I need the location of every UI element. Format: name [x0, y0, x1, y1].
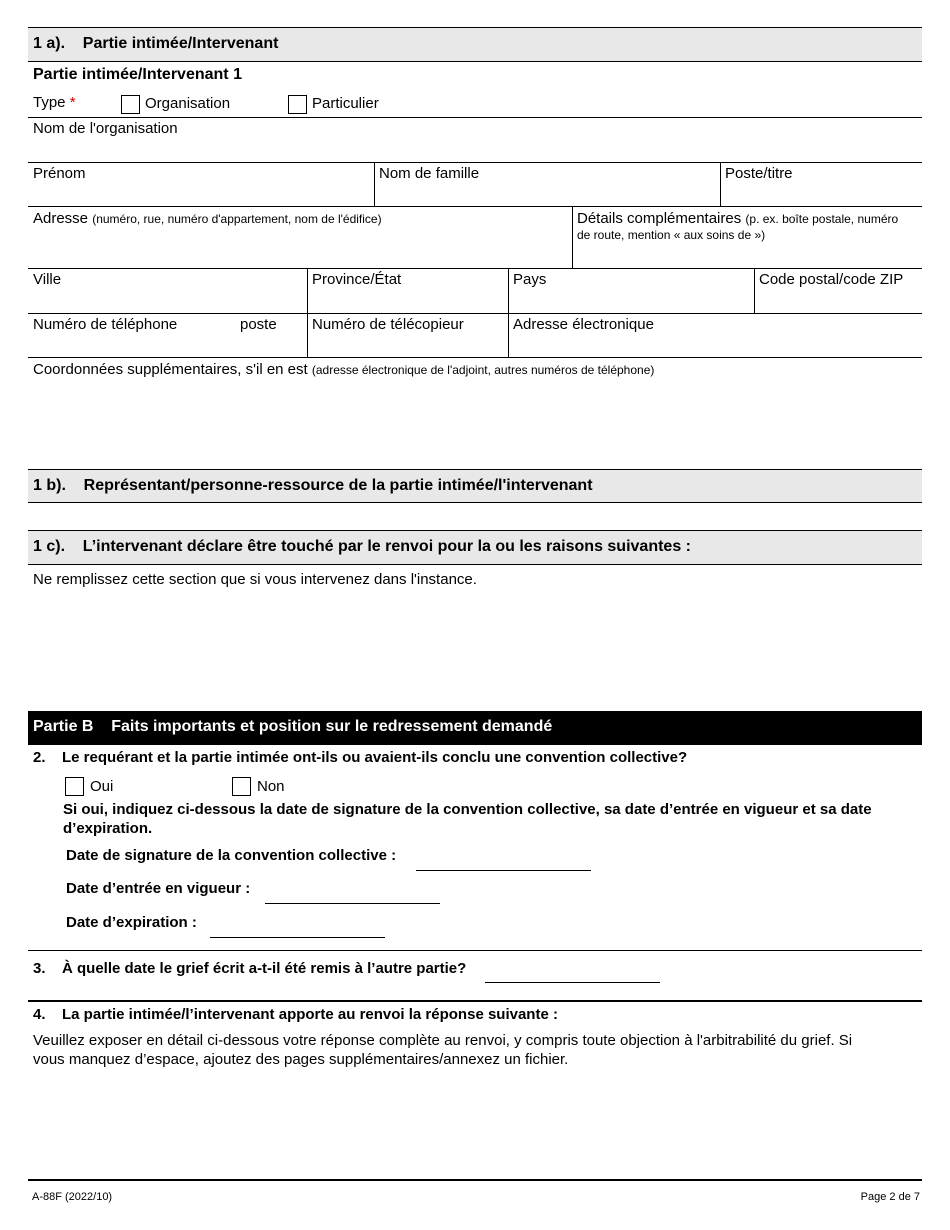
position-label: Poste/titre [725, 165, 793, 182]
section-1b-title: 1 b). Représentant/personne-ressource de la partie intimée/l'intervenant [33, 477, 593, 494]
q2-followup-2: d’expiration. [63, 820, 153, 837]
q2-followup-1: Si oui, indiquez ci-dessous la date de signature de la convention collective, sa date d’entrée en vigueur et sa date [63, 801, 872, 818]
last-name-label: Nom de famille [379, 165, 480, 182]
non-checkbox[interactable] [232, 777, 251, 796]
effective-date-field[interactable] [265, 903, 440, 904]
part-b-title: Partie B Faits importants et position sur le redressement demandé [33, 718, 553, 735]
section-1c-header [28, 530, 922, 565]
extra-contact-field[interactable] [28, 380, 922, 466]
particulier-label: Particulier [312, 95, 379, 112]
oui-checkbox[interactable] [65, 777, 84, 796]
extra-contact-label: Coordonnées supplémentaires, s'il en est (adresse électronique de l'adjoint, autres numéros de téléphone) [33, 361, 655, 378]
address-label: Adresse (numéro, rue, numéro d'appartement, nom de l'édifice) [33, 210, 382, 227]
party-subheader: Partie intimée/Intervenant 1 [33, 66, 242, 83]
org-name-field[interactable] [28, 138, 922, 162]
section-1b-header [28, 469, 922, 503]
q4-number: 4. [33, 1006, 46, 1023]
q4-response-field[interactable] [28, 1072, 922, 1176]
q2-number: 2. [33, 749, 46, 766]
org-name-label: Nom de l'organisation [33, 120, 178, 137]
grief-date-field[interactable] [485, 982, 660, 983]
country-label: Pays [513, 271, 547, 288]
details-hint-1: (p. ex. boîte postale, numéro [745, 212, 899, 226]
details-label: Détails complémentaires (p. ex. boîte postale, numéro [577, 210, 899, 227]
postal-label: Code postal/code ZIP [759, 271, 904, 288]
extra-contact-hint: (adresse électronique de l'adjoint, autres numéros de téléphone) [311, 363, 655, 377]
details-hint-2: de route, mention « aux soins de ») [577, 228, 766, 242]
email-label: Adresse électronique [513, 316, 654, 333]
part-b-header [28, 711, 922, 745]
oui-label: Oui [90, 778, 114, 795]
organisation-label: Organisation [145, 95, 231, 112]
section-1c-instruction: Ne remplissez cette section que si vous intervenez dans l'instance. [33, 571, 477, 588]
expiry-date-field[interactable] [210, 937, 385, 938]
address-hint: (numéro, rue, numéro d'appartement, nom de l'édifice) [92, 212, 382, 226]
required-mark: * [69, 94, 76, 111]
section-1c-title: 1 c). L’intervenant déclare être touché par le renvoi pour la ou les raisons suivantes : [33, 538, 691, 555]
first-name-label: Prénom [33, 165, 86, 182]
fax-label: Numéro de télécopieur [312, 316, 464, 333]
non-label: Non [257, 778, 285, 795]
q4-text: La partie intimée/l’intervenant apporte au renvoi la réponse suivante : [62, 1006, 558, 1023]
type-label: Type * [33, 94, 76, 111]
effective-date-label: Date d’entrée en vigueur : [66, 880, 251, 897]
form-id: A-88F (2022/10) [32, 1191, 113, 1203]
organisation-checkbox[interactable] [121, 95, 140, 114]
section-1c-response-field[interactable] [28, 592, 922, 707]
q2-text: Le requérant et la partie intimée ont-ils ou avaient-ils conclu une convention collective? [62, 749, 688, 766]
ext-label: poste [240, 316, 277, 333]
signature-date-field[interactable] [416, 870, 591, 871]
page-number: Page 2 de 7 [860, 1191, 920, 1203]
q3-number: 3. [33, 960, 46, 977]
section-1a-title: 1 a). Partie intimée/Intervenant [33, 35, 279, 52]
province-label: Province/État [312, 271, 402, 288]
section-1a-header [28, 27, 922, 62]
q4-instruction-1: Veuillez exposer en détail ci-dessous votre réponse complète au renvoi, y compris toute objection à l'arbitrabilité du grief. Si [33, 1032, 853, 1049]
signature-date-label: Date de signature de la convention collective : [66, 847, 397, 864]
phone-label: Numéro de téléphone [33, 316, 178, 333]
expiry-date-label: Date d’expiration : [66, 914, 197, 931]
q3-text: À quelle date le grief écrit a-t-il été remis à l’autre partie? [62, 960, 467, 977]
q4-instruction-2: vous manquez d’espace, ajoutez des pages supplémentaires/annexez un fichier. [33, 1051, 569, 1068]
particulier-checkbox[interactable] [288, 95, 307, 114]
city-label: Ville [33, 271, 62, 288]
